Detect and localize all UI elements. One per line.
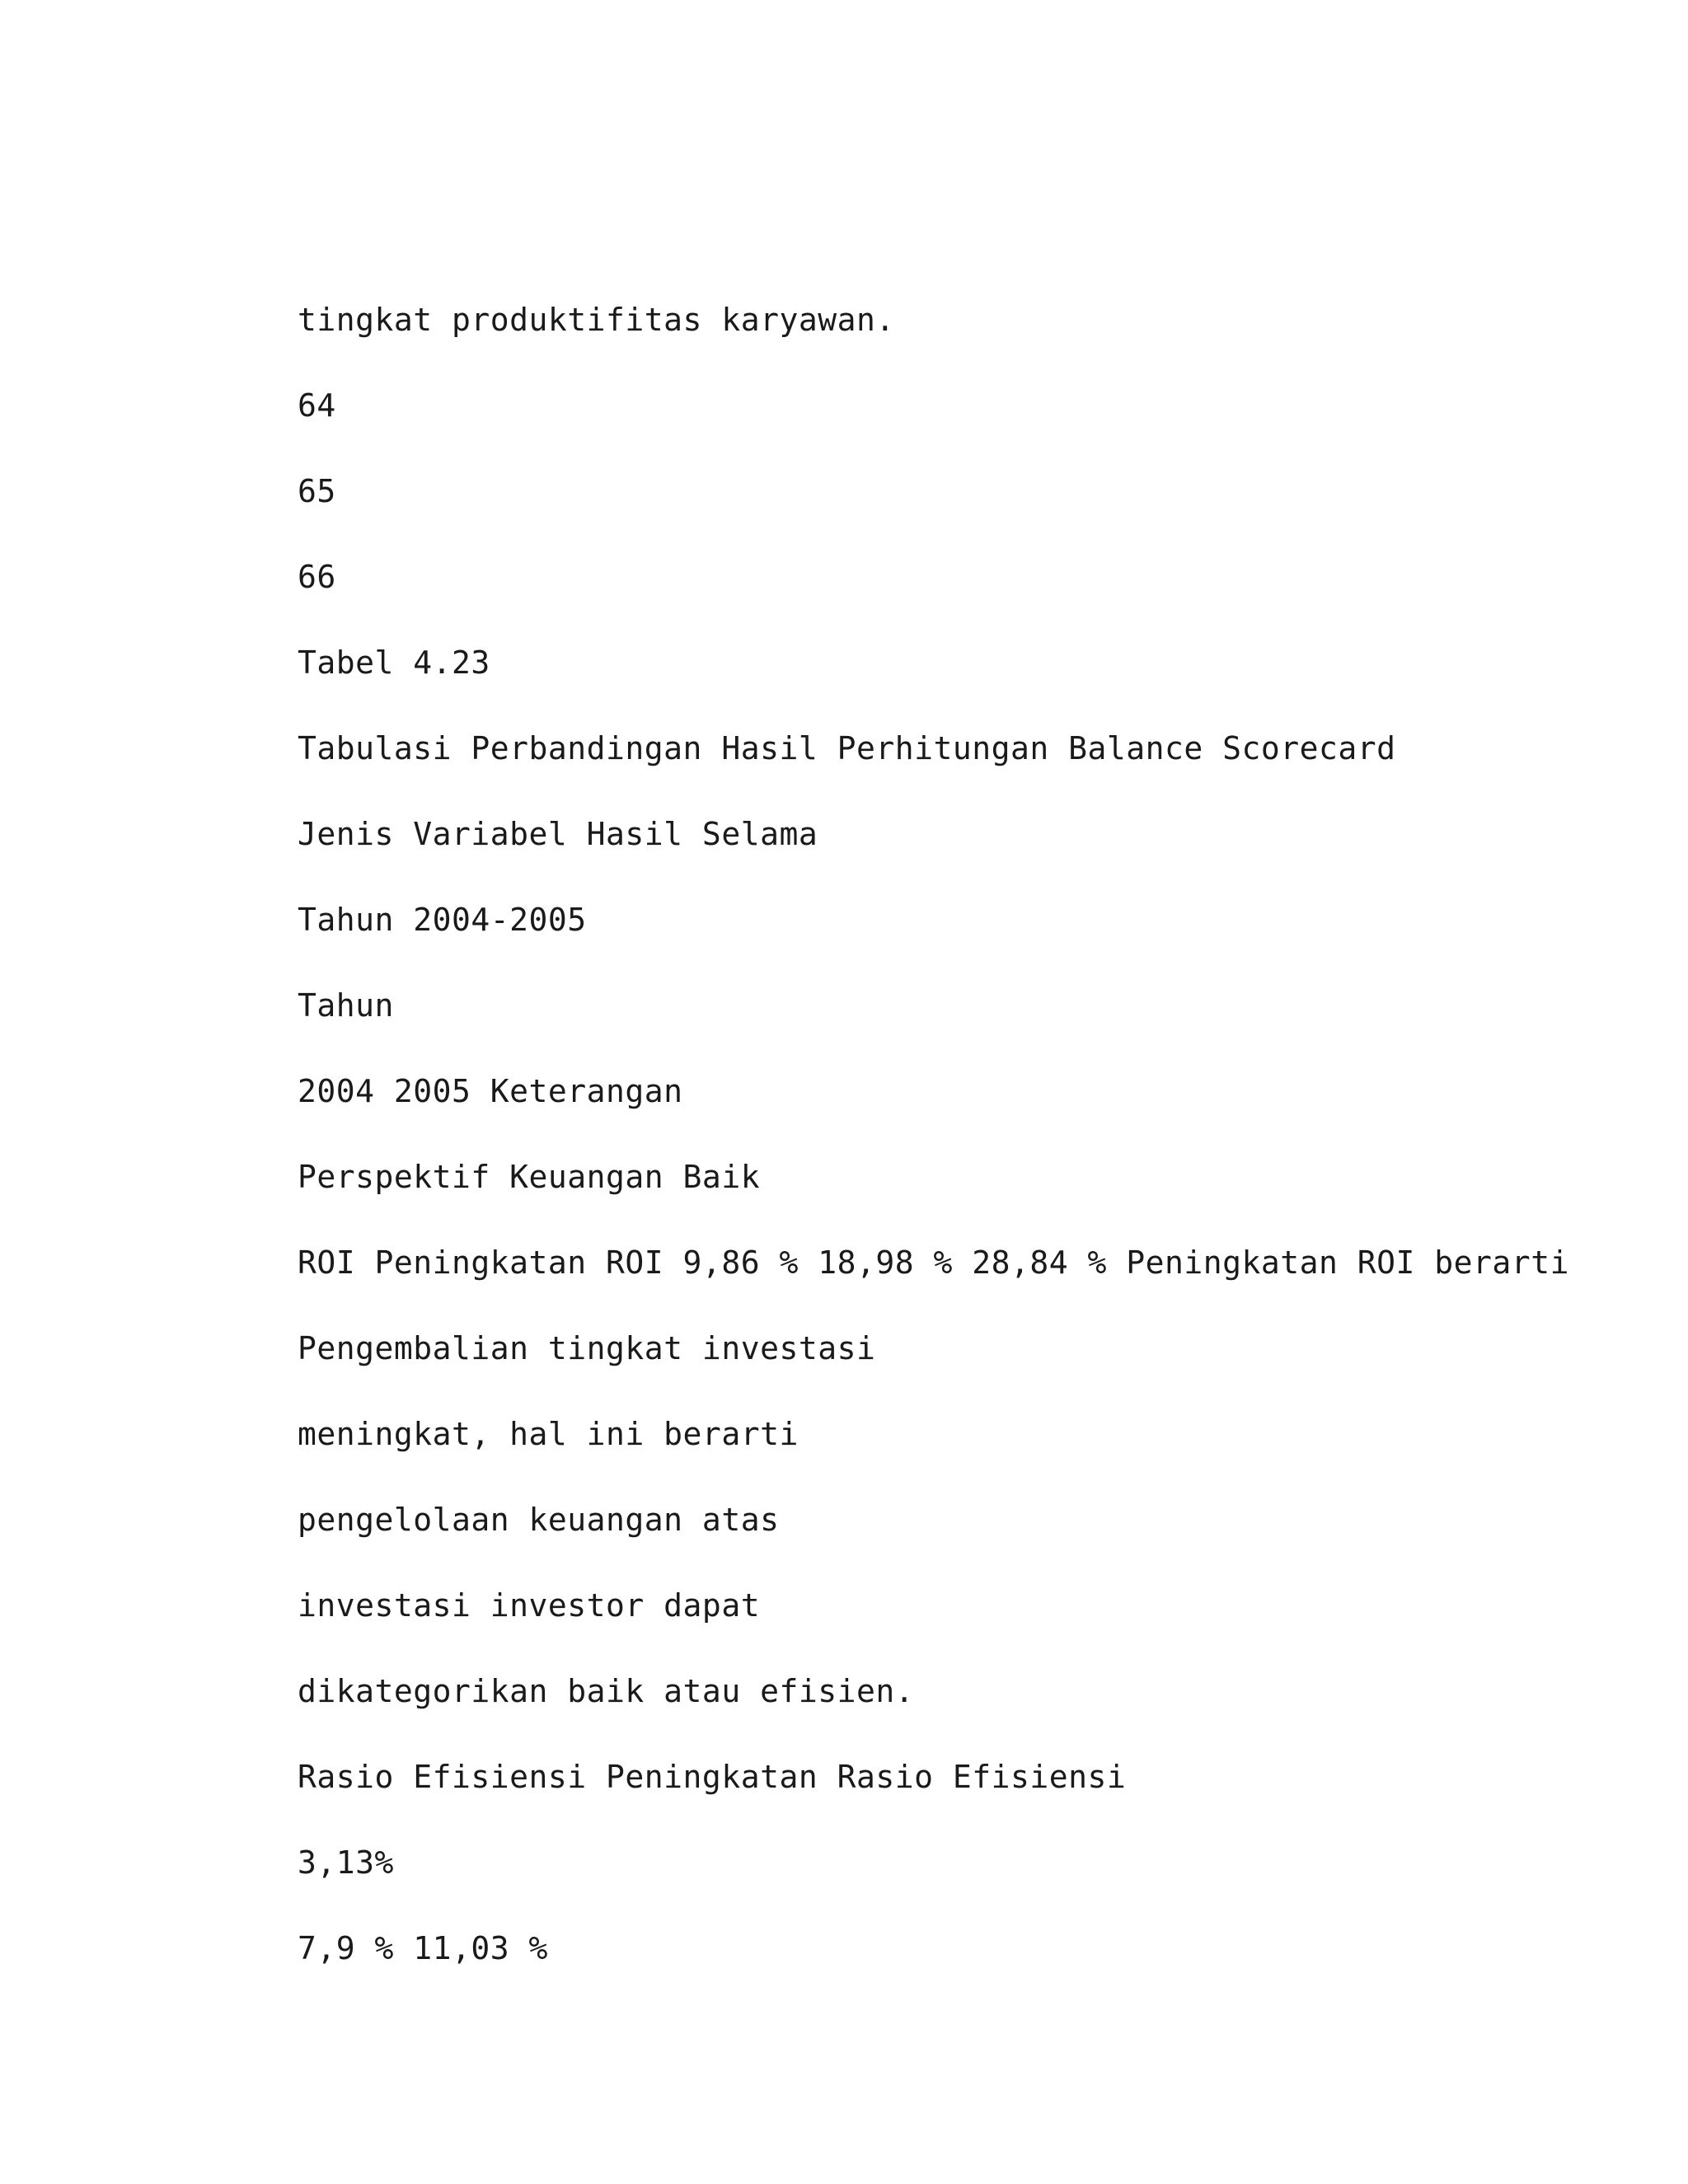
- table-row-roi-note-4: investasi investor dapat: [298, 1587, 761, 1624]
- table-row-efficiency-ratio: Rasio Efisiensi Peningkatan Rasio Efisiensi: [298, 1759, 1127, 1795]
- table-title: Tabulasi Perbandingan Hasil Perhitungan Balance Scorecard: [298, 730, 1396, 766]
- text-line-closing-sentence: tingkat produktifitas karyawan.: [298, 302, 895, 338]
- table-row-roi: ROI Peningkatan ROI 9,86 % 18,98 % 28,84 % Peningkatan ROI berarti: [298, 1244, 1569, 1281]
- table-row-roi-note-1: Pengembalian tingkat investasi: [298, 1330, 876, 1366]
- table-header-year: Tahun: [298, 987, 394, 1024]
- table-number: Tabel 4.23: [298, 644, 490, 681]
- table-header-period: Tahun 2004-2005: [298, 902, 587, 938]
- text-line-page-number-65: 65: [298, 473, 336, 509]
- table-row-roi-note-3: pengelolaan keuangan atas: [298, 1502, 780, 1538]
- table-header-columns: 2004 2005 Keterangan: [298, 1073, 683, 1109]
- table-row-roi-note-2: meningkat, hal ini berarti: [298, 1416, 799, 1452]
- table-section-financial: Perspektif Keuangan Baik: [298, 1159, 761, 1195]
- table-row-efficiency-value-2: 7,9 % 11,03 %: [298, 1930, 548, 1966]
- table-row-roi-note-5: dikategorikan baik atau efisien.: [298, 1673, 915, 1709]
- table-header-variable: Jenis Variabel Hasil Selama: [298, 816, 818, 852]
- text-line-page-number-66: 66: [298, 559, 336, 595]
- text-line-page-number-64: 64: [298, 387, 336, 424]
- text-lines: [298, 297, 1616, 2011]
- table-row-efficiency-value-1: 3,13%: [298, 1844, 394, 1881]
